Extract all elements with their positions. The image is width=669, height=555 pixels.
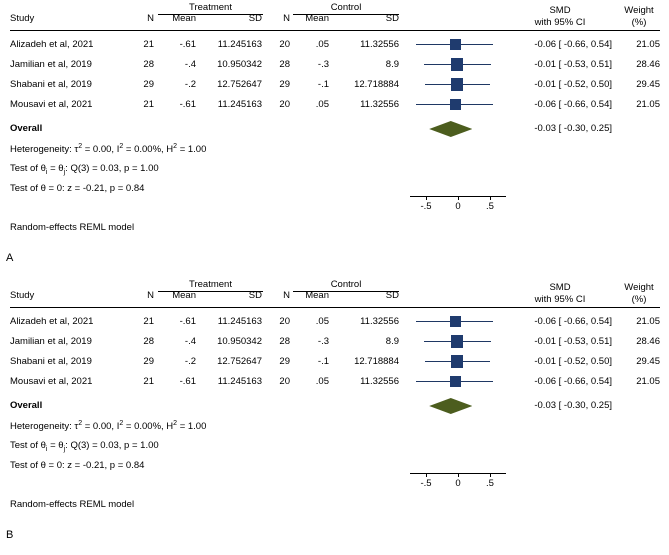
table-row xyxy=(0,96,669,114)
overall-row xyxy=(0,397,669,415)
row-mean1: -.61 xyxy=(179,376,196,387)
test-theta-text: Test of $\theta_i = \theta_j$: Q(3) = 0.03, p = 1.00 xyxy=(10,440,159,453)
header-n2-a: N xyxy=(283,13,290,24)
point-estimate-marker xyxy=(450,39,461,50)
row-mean2: .05 xyxy=(315,316,329,327)
row-sd1: 10.950342 xyxy=(217,59,262,70)
x-axis-tick xyxy=(458,196,459,200)
row-weight: 29.45 xyxy=(636,356,660,367)
row-sd1: 11.245163 xyxy=(217,99,262,110)
overall-effect: -0.03 [ -0.30, 0.25] xyxy=(534,123,612,134)
row-mean1: -.4 xyxy=(184,59,196,70)
row-sd2: 8.9 xyxy=(385,59,399,70)
heterogeneity-text: Heterogeneity: $\tau^2 = 0.00$, $I^2 = 0.00\%$, $H^2 = 1.00$ xyxy=(10,143,207,156)
header-treatment-group-b: Treatment xyxy=(189,279,232,290)
header-control-group-a: Control xyxy=(330,2,362,13)
row-n1: 28 xyxy=(143,336,154,347)
header-effect-b: SMD xyxy=(549,282,571,293)
row-study: Shabani et al, 2019 xyxy=(10,79,92,90)
overall-diamond xyxy=(429,121,472,137)
point-estimate-marker xyxy=(450,316,461,327)
panel-letter-a: A xyxy=(6,252,14,264)
forest-plot-b xyxy=(0,277,669,527)
header-mean2-b: Mean xyxy=(305,290,329,301)
row-effect: -0.01 [ -0.52, 0.50] xyxy=(534,356,612,367)
row-study: Shabani et al, 2019 xyxy=(10,356,92,367)
header-effect-sub-b: with 95% CI xyxy=(534,294,586,305)
row-study: Jamilian et al, 2019 xyxy=(10,59,92,70)
header-sd1-b: SD xyxy=(248,290,262,301)
x-axis-tick-label: -.5 xyxy=(420,201,432,212)
point-estimate-marker xyxy=(450,376,461,387)
x-axis-tick xyxy=(490,473,491,477)
row-mean2: -.3 xyxy=(317,59,329,70)
row-weight: 28.46 xyxy=(636,59,660,70)
row-mean2: -.1 xyxy=(317,356,329,367)
row-sd2: 12.718884 xyxy=(354,79,399,90)
row-weight: 21.05 xyxy=(636,39,660,50)
table-row xyxy=(0,353,669,371)
row-effect: -0.06 [ -0.66, 0.54] xyxy=(534,376,612,387)
header-study-b: Study xyxy=(10,290,35,301)
forest-plot-panel-a xyxy=(0,0,669,264)
overall-row xyxy=(0,120,669,138)
header-mean1-a: Mean xyxy=(172,13,196,24)
overall-label: Overall xyxy=(10,123,43,134)
model-note-text: Random-effects REML model xyxy=(10,222,135,233)
test-zero-text: Test of θ = 0: z = -0.21, p = 0.84 xyxy=(10,460,145,471)
row-weight: 29.45 xyxy=(636,79,660,90)
row-mean1: -.61 xyxy=(179,316,196,327)
row-sd1: 10.950342 xyxy=(217,336,262,347)
test-zero-text: Test of θ = 0: z = -0.21, p = 0.84 xyxy=(10,183,145,194)
row-study: Mousavi et al, 2021 xyxy=(10,376,93,387)
forest-graph-area-a xyxy=(410,0,506,250)
forest-graph-area-b xyxy=(410,277,506,527)
row-study: Jamilian et al, 2019 xyxy=(10,336,92,347)
point-estimate-marker xyxy=(451,355,464,368)
row-mean2: -.3 xyxy=(317,336,329,347)
model-note-text: Random-effects REML model xyxy=(10,499,135,510)
panel-letter-b: B xyxy=(6,529,14,541)
overall-effect: -0.03 [ -0.30, 0.25] xyxy=(534,400,612,411)
row-sd1: 12.752647 xyxy=(217,79,262,90)
header-mean1-b: Mean xyxy=(172,290,196,301)
row-effect: -0.01 [ -0.52, 0.50] xyxy=(534,79,612,90)
header-weight-sub-a: (%) xyxy=(631,17,647,28)
header-weight-sub-b: (%) xyxy=(631,294,647,305)
row-n1: 21 xyxy=(143,99,154,110)
header-study-a: Study xyxy=(10,13,35,24)
row-n1: 28 xyxy=(143,59,154,70)
x-axis-tick xyxy=(490,196,491,200)
x-axis-tick xyxy=(426,473,427,477)
row-n2: 29 xyxy=(279,356,290,367)
row-sd1: 11.245163 xyxy=(217,39,262,50)
row-n1: 21 xyxy=(143,376,154,387)
x-axis-tick xyxy=(458,473,459,477)
header-weight-b: Weight xyxy=(624,282,654,293)
row-sd2: 11.32556 xyxy=(360,99,399,110)
row-sd2: 11.32556 xyxy=(360,39,399,50)
header-effect-a: SMD xyxy=(549,5,571,16)
row-mean2: -.1 xyxy=(317,79,329,90)
header-treatment-group-a: Treatment xyxy=(189,2,232,13)
header-mean2-a: Mean xyxy=(305,13,329,24)
row-mean1: -.61 xyxy=(179,99,196,110)
header-n1-b: N xyxy=(147,290,154,301)
row-mean2: .05 xyxy=(315,376,329,387)
table-row xyxy=(0,373,669,391)
table-top-rule-b xyxy=(10,307,660,308)
row-mean1: -.61 xyxy=(179,39,196,50)
header-effect-sub-a: with 95% CI xyxy=(534,17,586,28)
row-n1: 21 xyxy=(143,39,154,50)
row-weight: 21.05 xyxy=(636,99,660,110)
row-sd1: 12.752647 xyxy=(217,356,262,367)
table-row xyxy=(0,56,669,74)
row-weight: 21.05 xyxy=(636,316,660,327)
table-row xyxy=(0,36,669,54)
x-axis-tick-label: 0 xyxy=(455,201,461,212)
forest-plot-a xyxy=(0,0,669,250)
row-n2: 29 xyxy=(279,79,290,90)
heterogeneity-text: Heterogeneity: $\tau^2 = 0.00$, $I^2 = 0.00\%$, $H^2 = 1.00$ xyxy=(10,420,207,433)
row-sd1: 11.245163 xyxy=(217,316,262,327)
row-n1: 29 xyxy=(143,356,154,367)
point-estimate-marker xyxy=(450,99,461,110)
overall-label: Overall xyxy=(10,400,43,411)
header-weight-a: Weight xyxy=(624,5,654,16)
row-effect: -0.01 [ -0.53, 0.51] xyxy=(534,59,612,70)
row-weight: 21.05 xyxy=(636,376,660,387)
header-n2-b: N xyxy=(283,290,290,301)
table-row xyxy=(0,333,669,351)
row-mean1: -.4 xyxy=(184,336,196,347)
table-top-rule-a xyxy=(10,30,660,31)
x-axis-tick-label: 0 xyxy=(455,478,461,489)
x-axis-tick xyxy=(426,196,427,200)
point-estimate-marker xyxy=(451,78,464,91)
table-row xyxy=(0,313,669,331)
x-axis-tick-label: -.5 xyxy=(420,478,432,489)
row-n2: 20 xyxy=(279,99,290,110)
overall-diamond xyxy=(429,398,472,414)
table-row xyxy=(0,76,669,94)
row-effect: -0.06 [ -0.66, 0.54] xyxy=(534,99,612,110)
point-estimate-marker xyxy=(451,58,464,71)
header-sd1-a: SD xyxy=(248,13,262,24)
row-n2: 20 xyxy=(279,39,290,50)
row-n2: 28 xyxy=(279,59,290,70)
row-n2: 20 xyxy=(279,316,290,327)
row-sd1: 11.245163 xyxy=(217,376,262,387)
test-theta-text: Test of $\theta_i = \theta_j$: Q(3) = 0.03, p = 1.00 xyxy=(10,163,159,176)
row-sd2: 12.718884 xyxy=(354,356,399,367)
header-sd2-b: SD xyxy=(385,290,399,301)
x-axis-tick-label: .5 xyxy=(486,478,494,489)
row-effect: -0.01 [ -0.53, 0.51] xyxy=(534,336,612,347)
row-n1: 21 xyxy=(143,316,154,327)
row-weight: 28.46 xyxy=(636,336,660,347)
row-mean2: .05 xyxy=(315,39,329,50)
header-control-group-b: Control xyxy=(330,279,362,290)
row-effect: -0.06 [ -0.66, 0.54] xyxy=(534,316,612,327)
row-mean1: -.2 xyxy=(184,356,196,367)
header-n1-a: N xyxy=(147,13,154,24)
header-sd2-a: SD xyxy=(385,13,399,24)
row-mean1: -.2 xyxy=(184,79,196,90)
row-effect: -0.06 [ -0.66, 0.54] xyxy=(534,39,612,50)
row-n2: 28 xyxy=(279,336,290,347)
row-sd2: 11.32556 xyxy=(360,316,399,327)
forest-plot-panel-b xyxy=(0,277,669,541)
row-n1: 29 xyxy=(143,79,154,90)
row-n2: 20 xyxy=(279,376,290,387)
x-axis-tick-label: .5 xyxy=(486,201,494,212)
row-study: Alizadeh et al, 2021 xyxy=(10,316,94,327)
row-sd2: 11.32556 xyxy=(360,376,399,387)
row-study: Alizadeh et al, 2021 xyxy=(10,39,94,50)
row-study: Mousavi et al, 2021 xyxy=(10,99,93,110)
row-sd2: 8.9 xyxy=(385,336,399,347)
point-estimate-marker xyxy=(451,335,464,348)
row-mean2: .05 xyxy=(315,99,329,110)
